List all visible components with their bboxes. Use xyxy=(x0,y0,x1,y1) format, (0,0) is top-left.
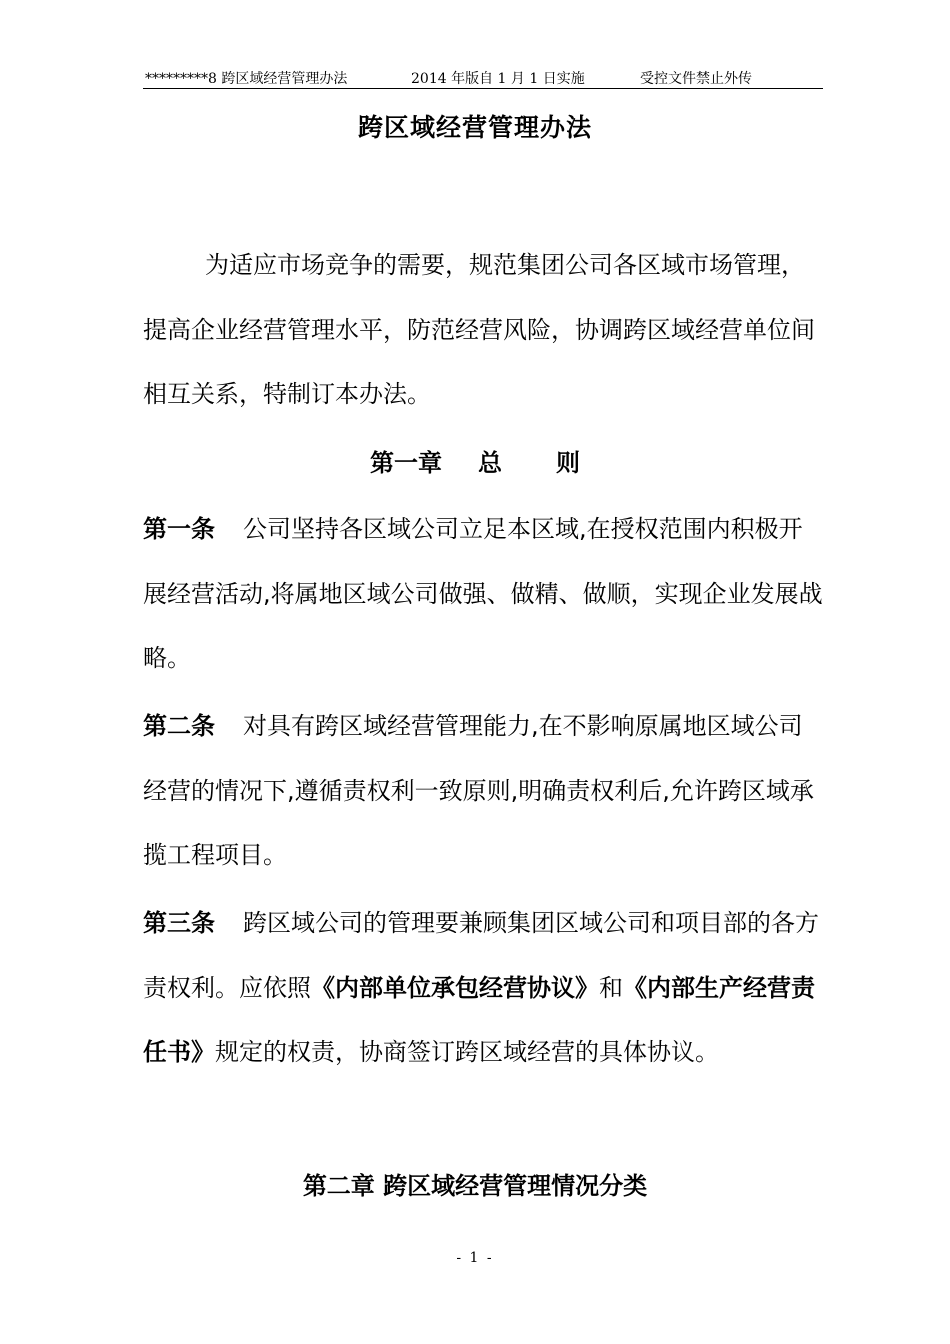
article-2-text: 对具有跨区域经营管理能力,在不影响原属地区域公司经营的情况下,遵循责权利一致原则,明确责权利后,允许跨区域承揽工程项目。 xyxy=(143,712,814,869)
article-1-text: 公司坚持各区域公司立足本区域,在授权范围内积极开展经营活动,将属地区域公司做强、做精、做顺，实现企业发展战略。 xyxy=(143,515,823,672)
header-confidential-notice: 受控文件禁止外传 xyxy=(640,71,752,87)
preamble-paragraph: 为适应市场竞争的需要，规范集团公司各区域市场管理，提高企业经营管理水平，防范经营风险，协调跨区域经营单位间相互关系，特制订本办法。 xyxy=(143,251,815,408)
header-effective-date: 2014 年版自 1 月 1 日实施 xyxy=(411,71,585,87)
article-1 xyxy=(143,497,823,691)
article-3-text-a: 跨区域公司的管理要兼顾集团区域公司和项目部的各方责权利。应依照 xyxy=(143,909,819,1002)
article-2 xyxy=(143,694,823,888)
document-title: 跨区域经营管理办法 xyxy=(357,113,592,142)
running-header xyxy=(143,66,823,89)
article-3-reference-2: 《内部生产经营责任书》 xyxy=(143,973,815,1066)
article-2-label: 第二条 xyxy=(143,712,215,740)
article-3-text-b: 和 xyxy=(599,973,623,1002)
article-3 xyxy=(143,891,823,1085)
article-3-text-c: 规定的权责，协商签订跨区域经营的具体协议。 xyxy=(215,1038,719,1066)
chapter-1-number: 第一章 xyxy=(370,449,442,477)
chapter-1-heading xyxy=(0,443,950,483)
chapter-2-heading: 第二章 跨区域经营管理情况分类 xyxy=(302,1172,648,1200)
page-number: - 1 - xyxy=(456,1250,494,1266)
chapter-1-title-part1: 总 xyxy=(478,449,502,477)
article-3-label: 第三条 xyxy=(143,909,215,937)
article-1-label: 第一条 xyxy=(143,515,215,543)
chapter-1-title-part2: 则 xyxy=(556,449,580,477)
article-3-reference-1: 《内部单位承包经营协议》 xyxy=(311,973,599,1002)
header-document-code: *********8 跨区域经营管理办法 xyxy=(145,71,348,87)
